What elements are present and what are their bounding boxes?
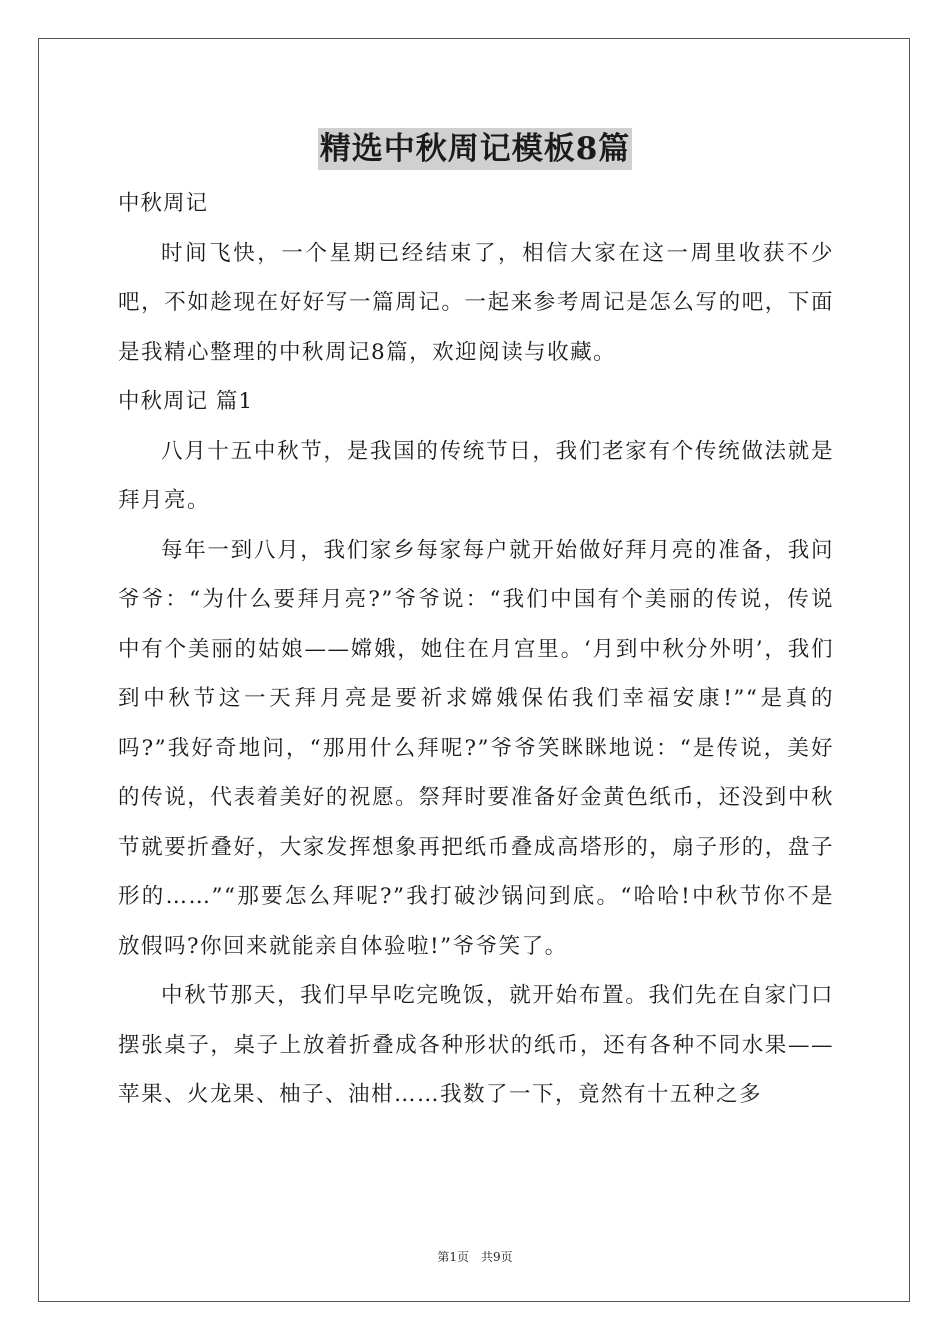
intro-paragraph: 时间飞快，一个星期已经结束了，相信大家在这一周里收获不少吧，不如趁现在好好写一篇周记。一起来参考周记是怎么写的吧，下面是我精心整理的中秋周记8篇，欢迎阅读与收藏。 — [118, 240, 834, 365]
section-heading: 中秋周记 篇1 — [118, 389, 254, 414]
body-paragraph: 中秋节那天，我们早早吃完晚饭，就开始布置。我们先在自家门口摆张桌子，桌子上放着折叠成各种形状的纸币，还有各种不同水果——苹果、火龙果、柚子、油柑……我数了一下，竟然有十五种之多 — [118, 983, 834, 1107]
document-title: 精选中秋周记模板8篇 — [318, 128, 633, 170]
page-number: 第1页 共9页 — [437, 1250, 513, 1264]
page-footer — [0, 1248, 950, 1265]
intro-heading: 中秋周记 — [118, 191, 209, 216]
body-paragraph: 八月十五中秋节，是我国的传统节日，我们老家有个传统做法就是拜月亮。 — [118, 438, 834, 513]
document-body — [118, 179, 834, 1120]
body-paragraph: 每年一到八月，我们家乡每家每户就开始做好拜月亮的准备，我问爷爷：“为什么要拜月亮?”爷爷说：“我们中国有个美丽的传说，传说中有个美丽的姑娘——嫦娥，她住在月宫里。‘月到中秋分外明’，我们到中秋节这一天拜月亮是要祈求嫦娥保佑我们幸福安康!”“是真的吗?”我好奇地问，“那用什么拜呢?”爷爷笑眯眯地说：“是传说，美好的传说，代表着美好的祝愿。祭拜时要准备好金黄色纸币，还没到中秋节就要折叠好，大家发挥想象再把纸币叠成高塔形的，扇子形的，盘子形的……”“那要怎么拜呢?”我打破沙锅问到底。“哈哈!中秋节你不是放假吗?你回来就能亲自体验啦!”爷爷笑了。 — [118, 537, 834, 959]
title-container — [0, 128, 950, 170]
